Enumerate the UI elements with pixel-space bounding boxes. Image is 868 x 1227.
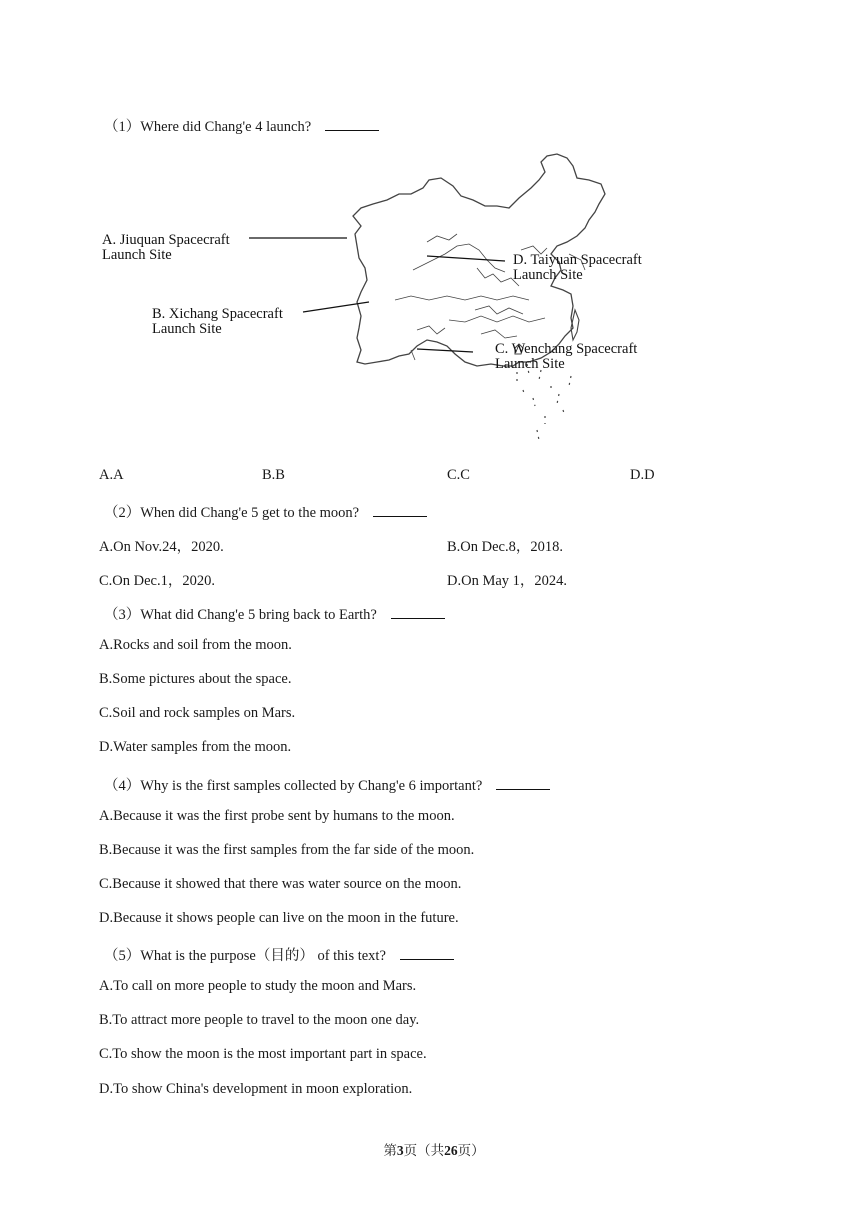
q1-option-b[interactable]: B.B — [262, 467, 285, 483]
q3-option-a[interactable]: A.Rocks and soil from the moon. — [99, 637, 292, 653]
q3-stem: （3）What did Chang'e 5 bring back to Earth? — [104, 607, 377, 623]
map-label-c-line2: Launch Site — [495, 356, 565, 372]
q3-option-b[interactable]: B.Some pictures about the space. — [99, 671, 292, 687]
q4-answer-blank[interactable] — [496, 777, 550, 790]
q4-option-b[interactable]: B.Because it was the first samples from the far side of the moon. — [99, 842, 475, 858]
q5-answer-blank[interactable] — [400, 947, 454, 960]
footer-page-number: 3 — [396, 1143, 404, 1158]
q3-option-d[interactable]: D.Water samples from the moon. — [99, 739, 292, 755]
q2-option-d[interactable]: D.On May 1，2024. — [447, 573, 568, 589]
map-label-c-line1: C. Wenchang Spacecraft — [495, 341, 638, 357]
q2-option-c[interactable]: C.On Dec.1，2020. — [99, 573, 215, 589]
map-label-a-line2: Launch Site — [102, 247, 172, 263]
q4-option-c[interactable]: C.Because it showed that there was water source on the moon. — [99, 876, 462, 892]
q1-option-c[interactable]: C.C — [447, 467, 470, 483]
q2-stem: （2）When did Chang'e 5 get to the moon? — [104, 505, 360, 521]
footer-mid: 页（共 — [403, 1143, 445, 1158]
map-label-d-line2: Launch Site — [513, 267, 583, 283]
q2-answer-blank[interactable] — [373, 504, 427, 517]
q5-stem-line — [104, 944, 454, 965]
q3-stem-line — [104, 603, 445, 624]
footer-suffix: 页） — [457, 1143, 485, 1158]
q1-stem: （1）Where did Chang'e 4 launch? — [104, 119, 312, 135]
q4-option-d[interactable]: D.Because it shows people can live on the moon in the future. — [99, 910, 459, 926]
china-outline — [353, 154, 605, 440]
q5-option-b[interactable]: B.To attract more people to travel to the moon one day. — [99, 1012, 420, 1028]
q5-stem: （5）What is the purpose（目的） of this text? — [104, 948, 386, 964]
map-leaders — [249, 238, 505, 352]
q2-option-a[interactable]: A.On Nov.24，2020. — [99, 539, 224, 555]
q1-option-d[interactable]: D.D — [630, 467, 655, 483]
q1-stem-line — [104, 115, 379, 136]
map-label-b-line1: B. Xichang Spacecraft — [152, 306, 283, 322]
page-footer — [0, 1139, 868, 1159]
q1-option-a[interactable]: A.A — [99, 467, 124, 483]
china-map — [99, 150, 661, 444]
q4-stem-line — [104, 774, 550, 795]
q5-option-d[interactable]: D.To show China's development in moon exploration. — [99, 1081, 413, 1097]
footer-prefix: 第 — [383, 1143, 397, 1158]
q3-answer-blank[interactable] — [391, 606, 445, 619]
q2-stem-line — [104, 501, 427, 522]
q3-option-c[interactable]: C.Soil and rock samples on Mars. — [99, 705, 296, 721]
q5-option-a[interactable]: A.To call on more people to study the moon and Mars. — [99, 978, 417, 994]
q5-option-c[interactable]: C.To show the moon is the most important part in space. — [99, 1046, 427, 1062]
q4-stem: （4）Why is the first samples collected by Chang'e 6 important? — [104, 778, 483, 794]
q4-option-a[interactable]: A.Because it was the first probe sent by humans to the moon. — [99, 808, 455, 824]
q2-option-b[interactable]: B.On Dec.8，2018. — [447, 539, 563, 555]
map-label-a-line1: A. Jiuquan Spacecraft — [102, 232, 230, 248]
map-label-b-line2: Launch Site — [152, 321, 222, 337]
footer-total-pages: 26 — [444, 1143, 458, 1158]
q1-answer-blank[interactable] — [325, 118, 379, 131]
map-label-d-line1: D. Taiyuan Spacecraft — [513, 252, 642, 268]
